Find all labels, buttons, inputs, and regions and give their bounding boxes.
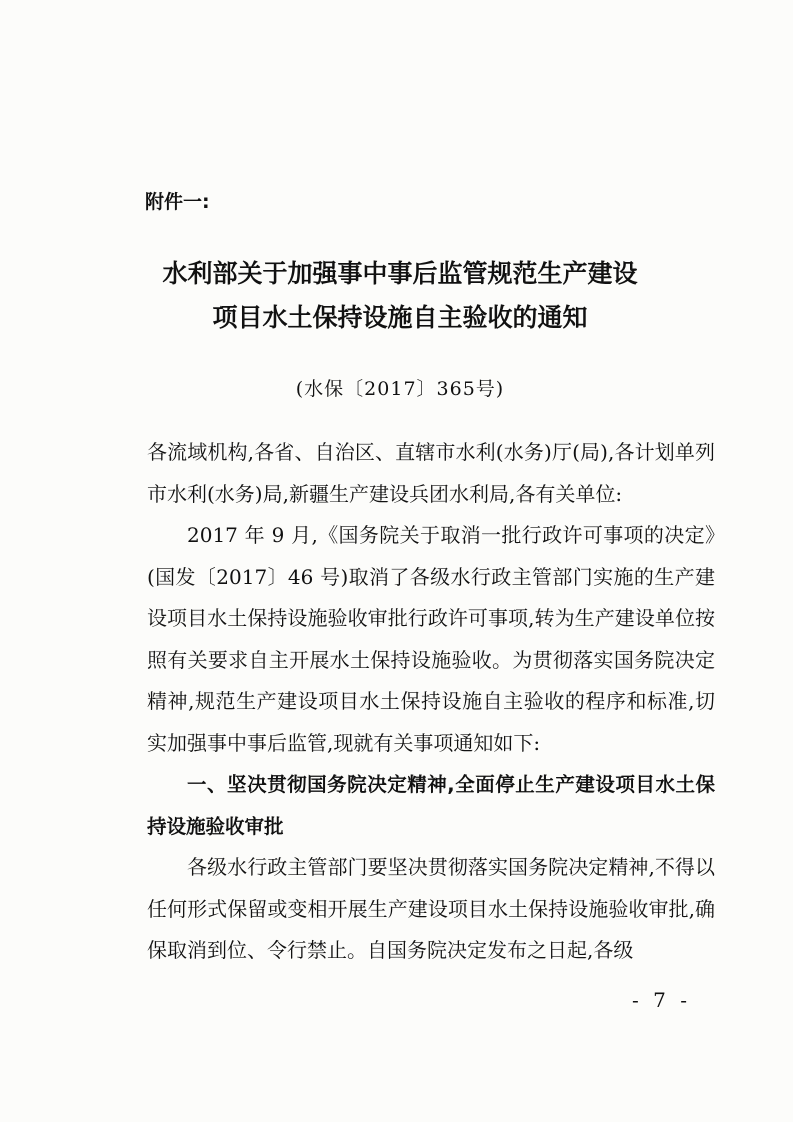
title-line-1: 水利部关于加强事中事后监管规范生产建设	[162, 259, 638, 288]
body-paragraph-1: 2017 年 9 月,《国务院关于取消一批行政许可事项的决定》(国发〔2017〕46 号)取消了各级水行政主管部门实施的生产建设项目水土保持设施验收审批行政许可事项,转为生产建设单位按照有关要求自主开展水土保持设施验收。为贯彻落实国务院决定精神,规范生产建设项目水土保持设施自主验收的程序和标准,切实加强事中事后监管,现就有关事项通知如下:	[147, 523, 715, 755]
section-heading-1: 一、坚决贯彻国务院决定精神,全面停止生产建设项目水土保持设施验收审批	[147, 773, 715, 838]
body-text	[147, 432, 715, 972]
title-line-2: 项目水土保持设施自主验收的通知	[212, 303, 588, 332]
document-number: (水保〔2017〕365号)	[295, 378, 505, 400]
body-paragraph-2: 各级水行政主管部门要坚决贯彻落实国务院决定精神,不得以任何形式保留或变相开展生产建设项目水土保持设施验收审批,确保取消到位、令行禁止。自国务院决定发布之日起,各级	[147, 855, 715, 962]
addressee-paragraph: 各流域机构,各省、自治区、直辖市水利(水务)厅(局),各计划单列市水利(水务)局,新疆生产建设兵团水利局,各有关单位:	[147, 440, 715, 506]
attachment-label: 附件一:	[145, 191, 210, 213]
document-title	[120, 252, 680, 340]
page-number: - 7 -	[632, 988, 691, 1012]
